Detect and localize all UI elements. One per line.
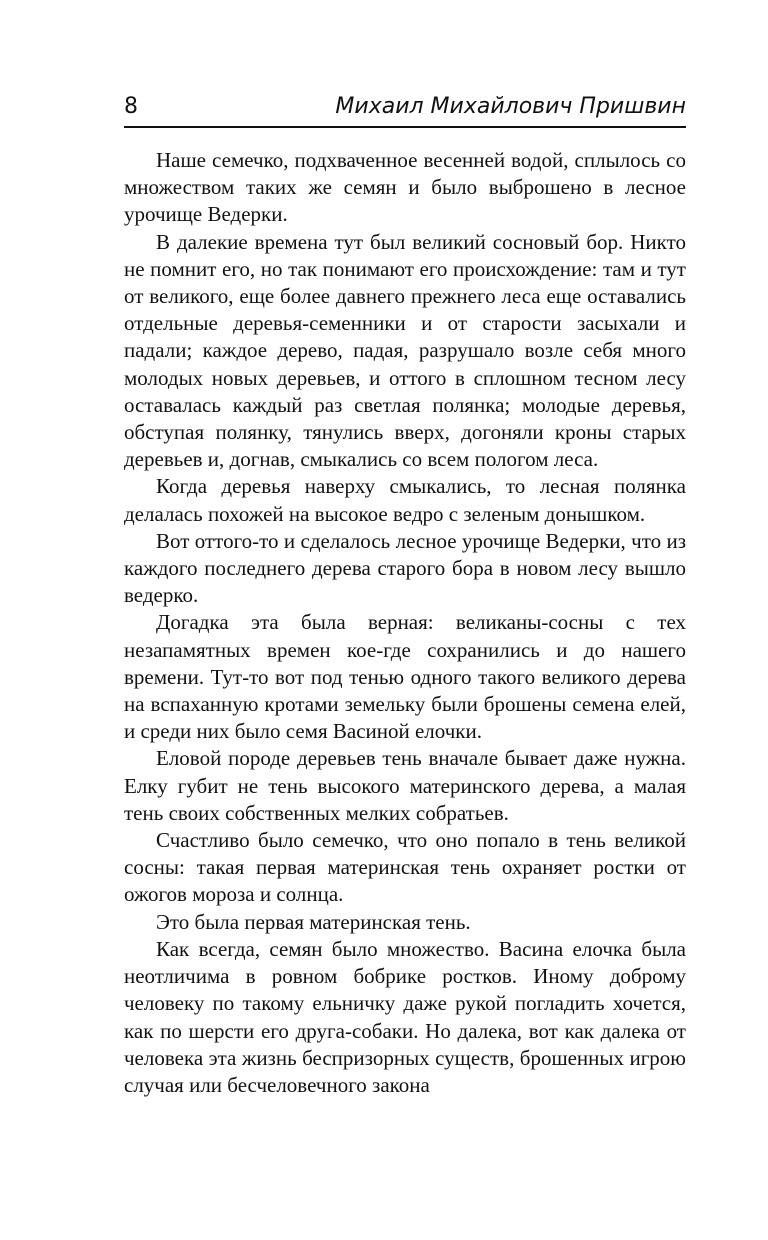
paragraph: В далекие времена тут был великий сосновый бор. Никто не помнит его, но так понимают его происхождение: там и тут от великого, еще более давнего прежнего леса еще оставались отдельные деревья-семенники и от старости засыхали и падали; каждое дерево, падая, разрушало возле себя много молодых новых деревьев, и оттого в сплошном тесном лесу оставалась каждый раз светлая полянка; молодые деревья, обступая полянку, тянулись вверх, догоняли кроны старых деревьев и, догнав, смыкались со всем пологом леса. [124,229,686,472]
running-title: Михаил Михайлович Пришвин [335,94,686,119]
paragraph: Догадка эта была верная: великаны-сосны с тех незапамятных времен кое-где сохранились и до нашего времени. Тут-то вот под тенью одного такого великого дерева на вспаханную кротами земельку были брошены семена елей, и среди них было семя Васиной елочки. [124,610,686,744]
header-rule [124,126,686,128]
page-number: 8 [124,94,138,119]
paragraph: Счастливо было семечко, что оно попало в тень великой сосны: такая первая материнская тень охраняет ростки от ожогов мороза и солнца. [124,828,686,907]
paragraph: Когда деревья наверху смыкались, то лесная полянка делалась похожей на высокое ведро с зеленым донышком. [124,474,686,526]
paragraph: Наше семечко, подхваченное весенней водой, сплылось со множеством таких же семян и было выброшено в лесное урочище Ведерки. [124,148,686,227]
body-text [124,147,686,1099]
page-header [124,93,686,123]
paragraph: Вот оттого-то и сделалось лесное урочище Ведерки, что из каждого последнего дерева старого бора в новом лесу вышло ведерко. [124,528,686,608]
paragraph: Это была первая материнская тень. [156,909,471,934]
paragraph: Как всегда, семян было множество. Васина елочка была неотличима в ровном бобрике ростков. Иному доброму человеку по такому ельничку даже рукой погладить хочется, как по шерсти его друга-собаки. Но далека, вот как далека от человека эта жизнь беспризорных существ, брошенных игрою случая или бесчеловечного закона [124,936,686,1097]
paragraph: Еловой породе деревьев тень вначале бывает даже нужна. Елку губит не тень высокого материнского дерева, а малая тень своих собственных мелких собратьев. [124,746,686,825]
